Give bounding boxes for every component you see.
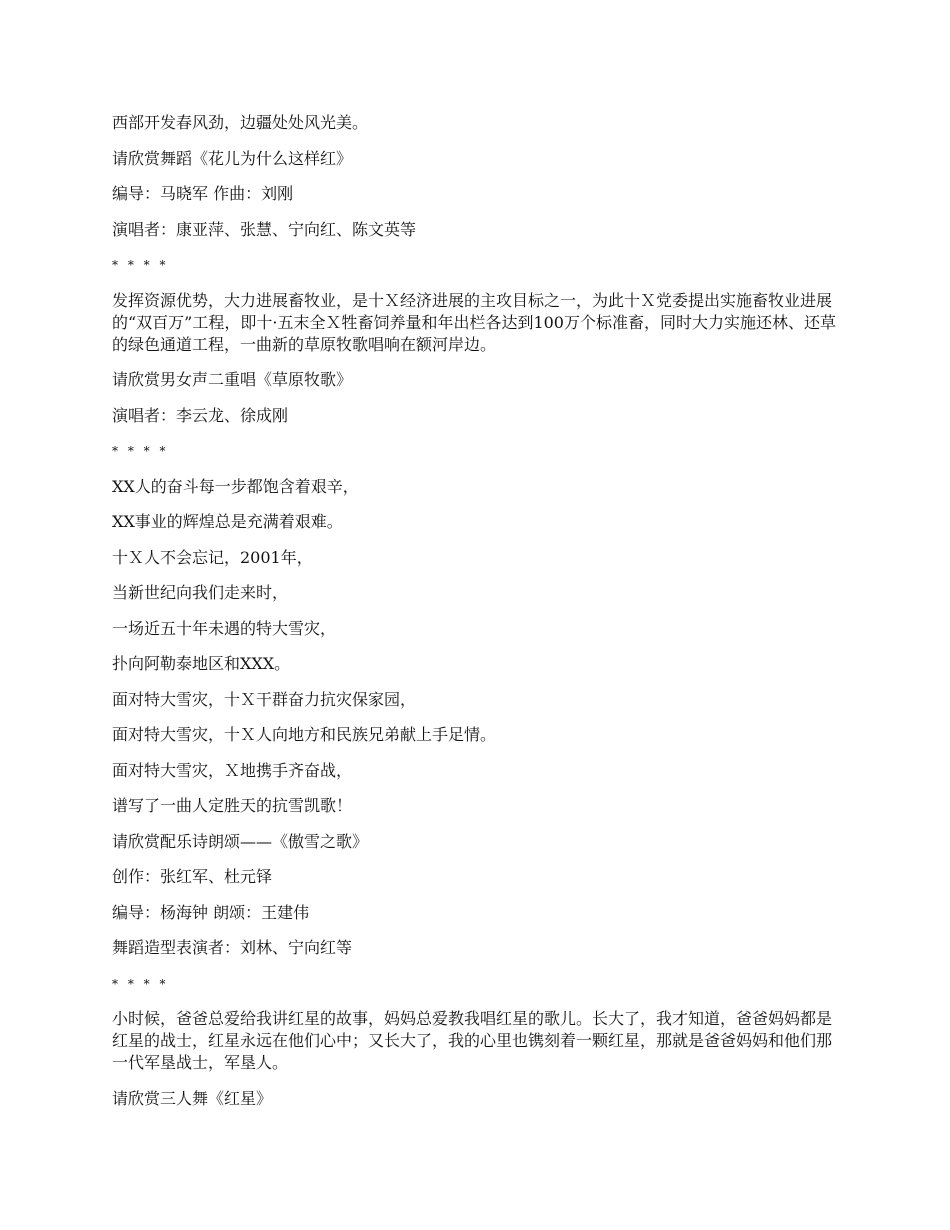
paragraph-narration: 发挥资源优势，大力进展畜牧业，是十Ｘ经济进展的主攻目标之一，为此十Ｘ党委提出实施畜牧业进展的“双百万”工程，即十·五末全Ｘ牲畜饲养量和年出栏各达到100万个标准畜，同时大力实施还林、还草的绿色通道工程，一曲新的草原牧歌唱响在额河岸边。 [112,290,836,354]
poem-line: 面对特大雪灾，十Ｘ干群奋力抗灾保家园， [112,689,417,709]
paragraph-credits: 创作：张红军、杜元铎 [112,867,273,886]
poem-line: 面对特大雪灾，十Ｘ人向地方和民族兄弟献上手足情。 [112,725,497,744]
section-separator: * * * * [112,976,169,991]
paragraph-program-recitation: 请欣赏配乐诗朗颂——《傲雪之歌》 [112,831,369,851]
paragraph-performers: 演唱者：李云龙、徐成刚 [112,405,289,425]
document-body [112,112,837,1123]
poem-line: 一场近五十年未遇的特大雪灾， [112,618,337,638]
poem-line: 当新世纪向我们走来时， [112,583,289,602]
section-separator: * * * * [112,258,169,272]
paragraph-intro-line: 西部开发春风劲，边疆处处风光美。 [112,113,369,132]
poem-line: XX事业的辉煌总是充满着艰难。 [112,512,343,531]
poem-line: 扑向阿勒泰地区和XXX。 [112,654,291,673]
poem-line: 十Ｘ人不会忘记，2001年， [112,547,313,567]
section-separator: * * * * [112,444,169,458]
paragraph-performers: 舞蹈造型表演者：刘林、宁向红等 [112,938,353,957]
paragraph-credits: 编导：马晓军 作曲：刘刚 [112,184,294,203]
paragraph-performers: 演唱者：康亚萍、张慧、宁向红、陈文英等 [112,219,417,239]
poem-line: XX人的奋斗每一步都饱含着艰辛， [112,476,359,496]
paragraph-credits: 编导：杨海钟 朗颂：王建伟 [112,902,310,922]
paragraph-program-duet: 请欣赏男女声二重唱《草原牧歌》 [112,370,353,389]
paragraph-narration: 小时候，爸爸总爱给我讲红星的故事，妈妈总爱教我唱红星的歌儿。长大了，我才知道，爸爸妈妈都是红星的战士，红星永远在他们心中；又长大了，我的心里也镌刻着一颗红星，那就是爸爸妈妈和他们那一代军垦战士，军垦人。 [112,1009,833,1072]
paragraph-program-dance: 请欣赏舞蹈《花儿为什么这样红》 [112,148,353,168]
poem-line: 谱写了一曲人定胜天的抗雪凯歌！ [112,796,353,815]
paragraph-program-trio: 请欣赏三人舞《红星》 [112,1088,273,1108]
poem-line: 面对特大雪灾，Ｘ地携手齐奋战， [112,760,353,780]
